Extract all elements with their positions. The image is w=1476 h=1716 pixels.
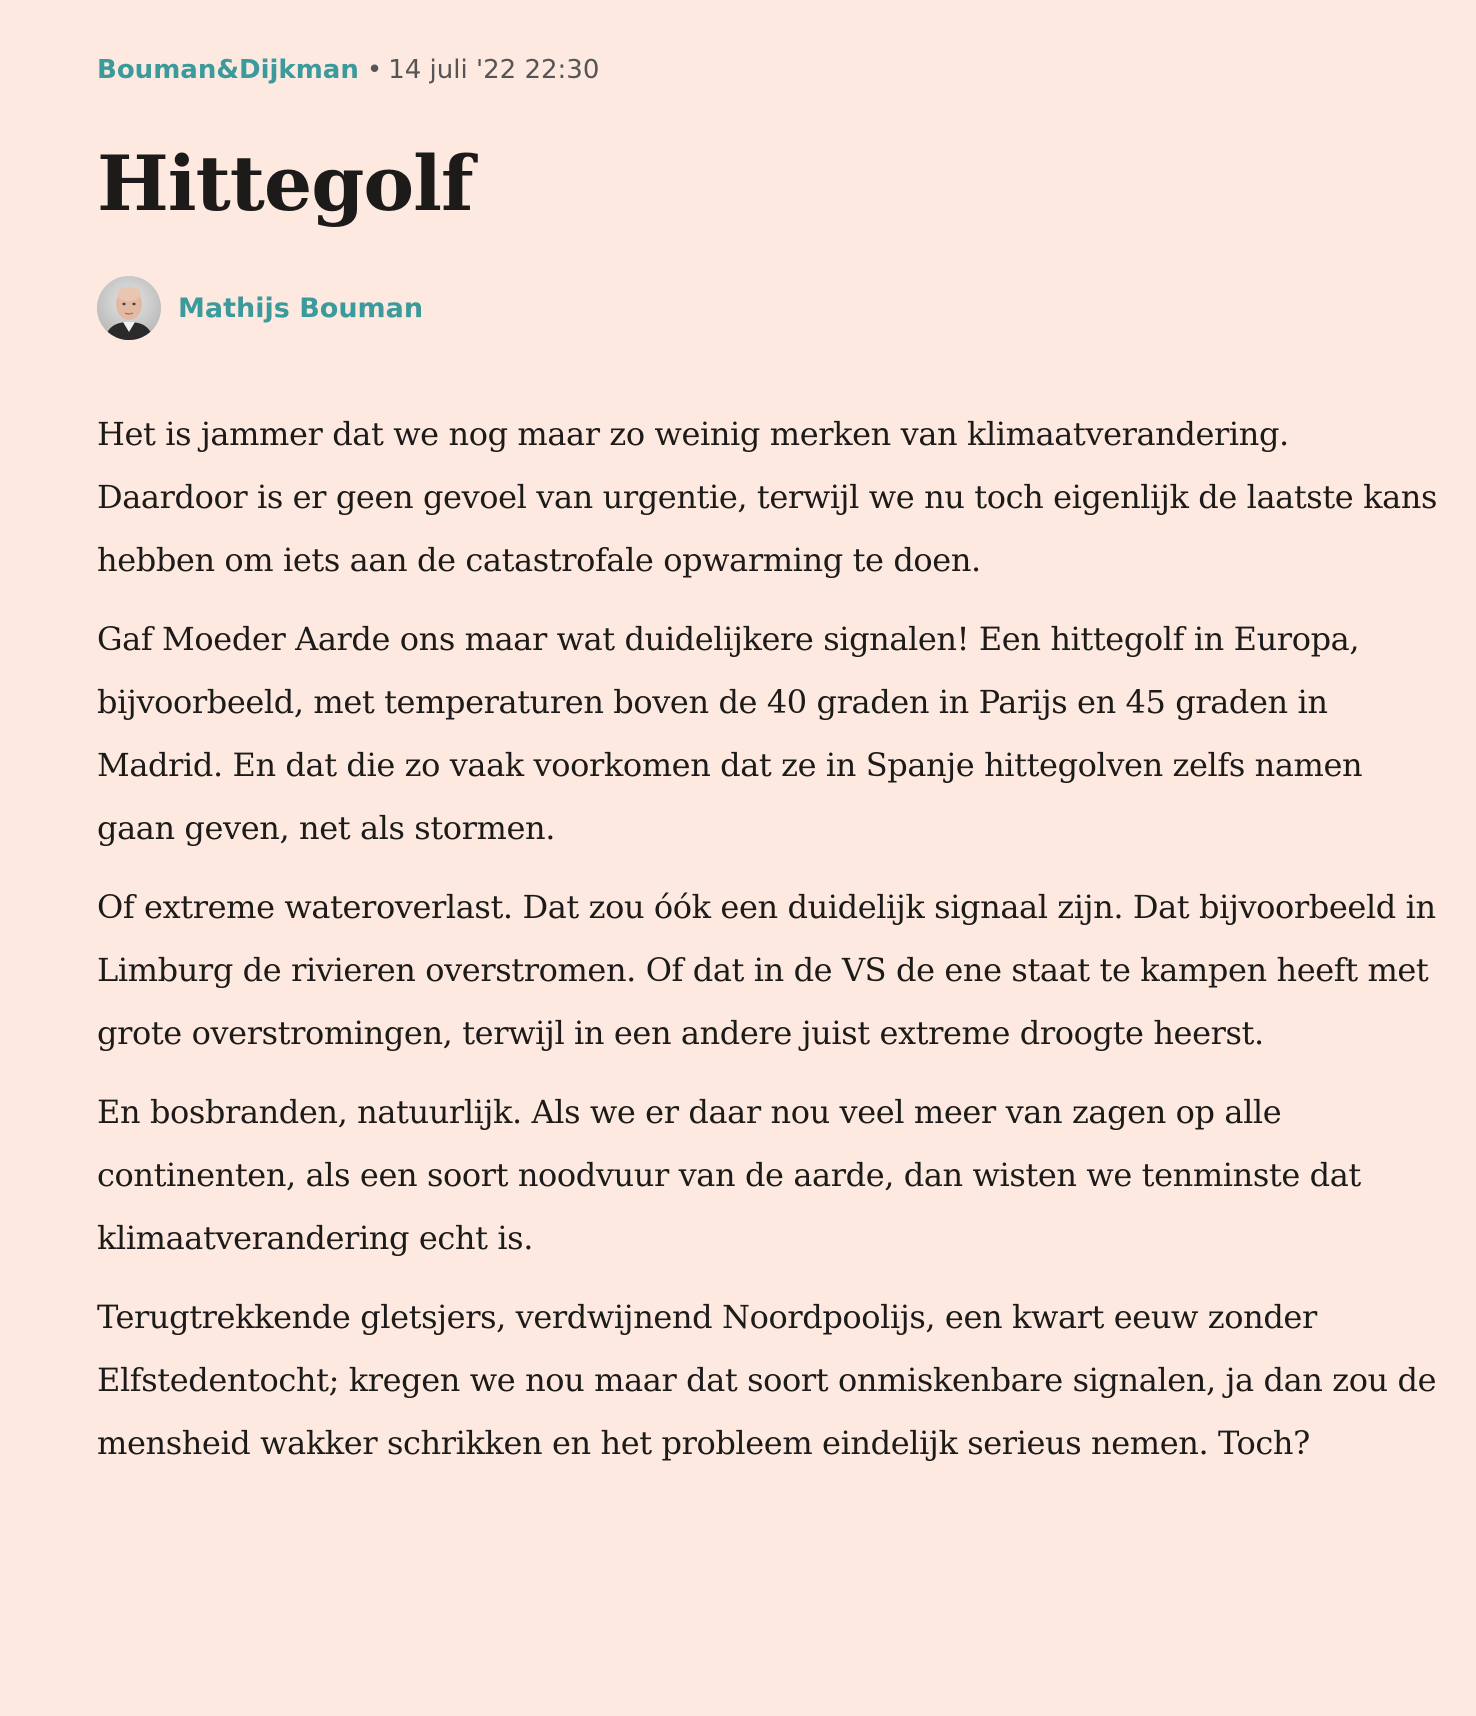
paragraph: Gaf Moeder Aarde ons maar wat duidelijkere signalen! Een hittegolf in Europa, bijvoorbeeld, met temperaturen boven de 40 graden in Parijs en 45 graden in Madrid. En dat die zo vaak voorkomen dat ze in Spanje hittegolven zelfs namen gaan geven, net als stormen. — [97, 620, 1363, 847]
paragraph: Terugtrekkende gletsjers, verdwijnend Noordpoolijs, een kwart eeuw zonder Elfstedentocht; kregen we nou maar dat soort onmiskenbare signalen, ja dan zou de mensheid wakker schrikken en het probleem eindelijk serieus nemen. Toch? — [97, 1298, 1437, 1462]
publish-date: 14 juli '22 22:30 — [388, 55, 600, 85]
byline[interactable] — [97, 276, 423, 340]
paragraph: Of extreme wateroverlast. Dat zou óók een duidelijk signaal zijn. Dat bijvoorbeeld in Limburg de rivieren overstromen. Of dat in de VS de ene staat te kampen heeft met grote overstromingen, terwijl in een andere juist extreme droogte heerst. — [97, 888, 1436, 1052]
article-meta — [97, 50, 599, 90]
article-body — [97, 403, 1437, 1491]
paragraph: Het is jammer dat we nog maar zo weinig merken van klimaatverandering. Daardoor is er geen gevoel van urgentie, terwijl we nu toch eigenlijk de laatste kans hebben om iets aan de catastrofale opwarming te doen. — [97, 415, 1437, 579]
section-link[interactable]: Bouman&Dijkman — [97, 55, 359, 85]
article-title: Hittegolf — [97, 139, 473, 228]
author-name[interactable]: Mathijs Bouman — [178, 292, 424, 324]
meta-separator: • — [366, 55, 383, 85]
paragraph: En bosbranden, natuurlijk. Als we er daar nou veel meer van zagen op alle continenten, als een soort noodvuur van de aarde, dan wisten we tenminste dat klimaatverandering echt is. — [97, 1093, 1361, 1257]
author-photo-icon — [97, 276, 161, 340]
author-avatar[interactable] — [97, 276, 161, 340]
